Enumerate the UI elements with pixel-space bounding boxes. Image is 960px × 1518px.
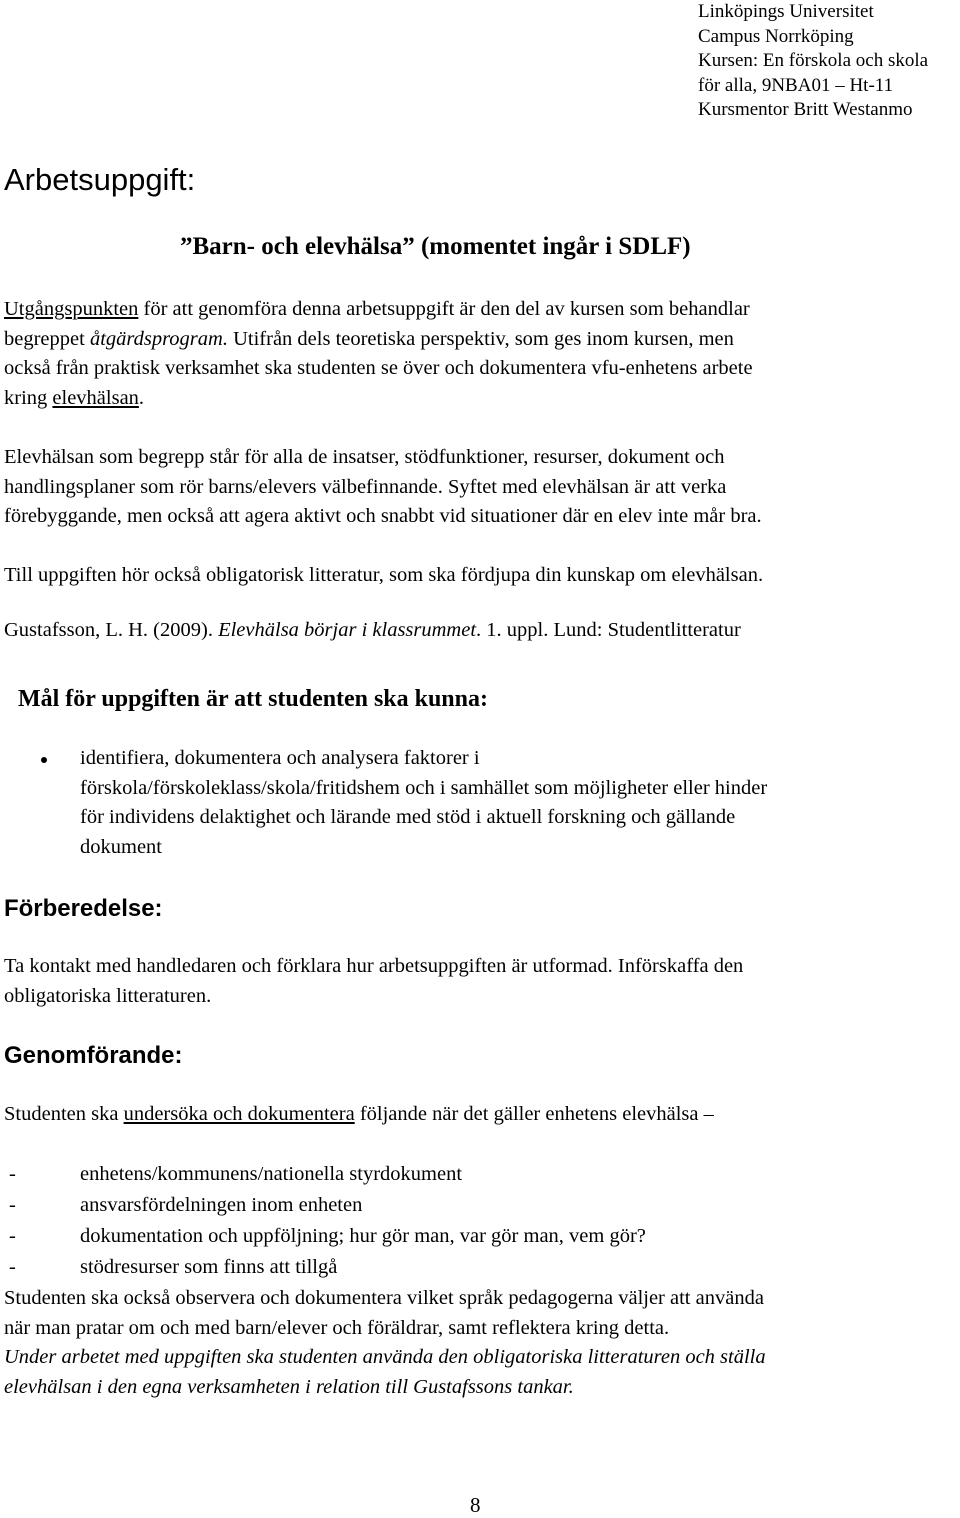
underlined-term: Utgångspunkten (4, 298, 139, 320)
execution-list (9, 1160, 646, 1284)
list-item (80, 744, 767, 862)
list-item (9, 1222, 646, 1253)
list-item (9, 1253, 646, 1284)
text-run: också från praktisk verksamhet ska studenten se över och dokumentera vfu-enhetens arbete (4, 357, 753, 379)
list-item-text: enhetens/kommunens/nationella styrdokument (80, 1163, 463, 1185)
literature-reference (4, 616, 954, 646)
text-line: handlingsplaner som rör barns/elevers välbefinnande. Syftet med elevhälsan är att verka (4, 475, 727, 498)
text-line: förskola/förskoleklass/skola/fritidshem och i samhället som möjligheter eller hinder (80, 776, 768, 799)
text-line: förebyggande, men också att agera aktivt och snabbt vid situationer där en elev inte mår bra. (4, 505, 762, 527)
literature-paragraph (4, 561, 954, 591)
text-line: Studenten ska också observera och dokumentera vilket språk pedagogerna väljer att använda (4, 1287, 764, 1309)
goals-heading (18, 685, 488, 715)
goals-list (80, 744, 767, 862)
header-line: Kursen: En förskola och skola (698, 50, 929, 72)
list-item-text: dokumentation och uppföljning; hur gör man, var gör man, vem gör? (80, 1225, 646, 1247)
reference-book-title: Elevhälsa börjar i klassrummet (218, 619, 477, 641)
text-line: när man pratar om och med barn/elever och föräldrar, samt reflektera kring detta. (4, 1316, 670, 1339)
list-item-text: stödresurser som finns att tillgå (80, 1256, 338, 1278)
header-line: Linköpings Universitet (698, 1, 874, 22)
assignment-subtitle: ”Barn- och elevhälsa” (momentet ingår i SDLF) (180, 233, 691, 260)
final-instruction-paragraph (4, 1343, 954, 1402)
header-line: för alla, 9NBA01 – Ht-11 (698, 74, 894, 96)
observation-paragraph (4, 1284, 954, 1343)
text-line: elevhälsan i den egna verksamheten i relation till Gustafssons tankar. (4, 1375, 574, 1398)
goals-heading-colon: : (479, 686, 488, 712)
text-run: . (138, 386, 145, 409)
text-line: Till uppgiften hör också obligatorisk litteratur, som ska fördjupa din kunskap om elevhälsan. (4, 564, 764, 586)
underlined-term: undersöka och dokumentera (123, 1103, 355, 1125)
text-line: identifiera, dokumentera och analysera faktorer i (80, 747, 480, 769)
reference-publisher: . 1. uppl. Lund: Studentlitteratur (476, 619, 741, 641)
dash-marker: - (9, 1163, 16, 1185)
text-run: begreppet (4, 327, 90, 350)
intro-paragraph (4, 295, 954, 413)
list-item (9, 1160, 646, 1191)
list-item-text: ansvarsfördelningen inom enheten (80, 1194, 363, 1216)
course-info-header (698, 0, 928, 123)
goals-heading-text: Mål för uppgiften är att studenten ska kunna (18, 686, 480, 712)
list-item (9, 1191, 646, 1222)
execution-intro (4, 1100, 954, 1130)
execution-heading: Genomförande: (4, 1042, 183, 1069)
text-line: Under arbetet med uppgiften ska studenten använda den obligatoriska litteraturen och ställa (4, 1346, 766, 1368)
text-run: kring (4, 386, 53, 409)
bullet-icon (41, 757, 47, 763)
text-run: följande när det gäller enhetens elevhälsa – (354, 1103, 714, 1125)
dash-marker: - (9, 1194, 16, 1216)
text-line: Ta kontakt med handledaren och förklara hur arbetsuppgiften är utformad. Införskaffa den (4, 955, 744, 977)
document-title: Arbetsuppgift: (4, 162, 196, 197)
header-line: Campus Norrköping (698, 25, 854, 47)
text-line: Elevhälsan som begrepp står för alla de insatser, stödfunktioner, resurser, dokument och (4, 446, 725, 468)
dash-marker: - (9, 1225, 16, 1247)
dash-marker: - (9, 1256, 16, 1278)
preparation-paragraph (4, 952, 954, 1011)
italic-term: åtgärdsprogram. (89, 327, 228, 350)
text-line: för individens delaktighet och lärande med stöd i aktuell forskning och gällande (80, 806, 736, 828)
page-number: 8 (470, 1493, 481, 1517)
text-line: dokument (80, 835, 162, 858)
reference-author: Gustafsson, L. H. (2009). (4, 619, 219, 641)
text-run: för att genomföra denna arbetsuppgift är den del av kursen som behandlar (138, 298, 750, 320)
underlined-term: elevhälsan (52, 386, 139, 409)
text-line: obligatoriska litteraturen. (4, 984, 212, 1007)
text-run: Studenten ska (4, 1103, 124, 1125)
text-run: Utifrån dels teoretiska perspektiv, som ges inom kursen, men (227, 327, 734, 350)
header-line: Kursmentor Britt Westanmo (698, 99, 913, 121)
elevhalsa-definition-paragraph (4, 443, 954, 532)
preparation-heading: Förberedelse: (4, 895, 163, 922)
